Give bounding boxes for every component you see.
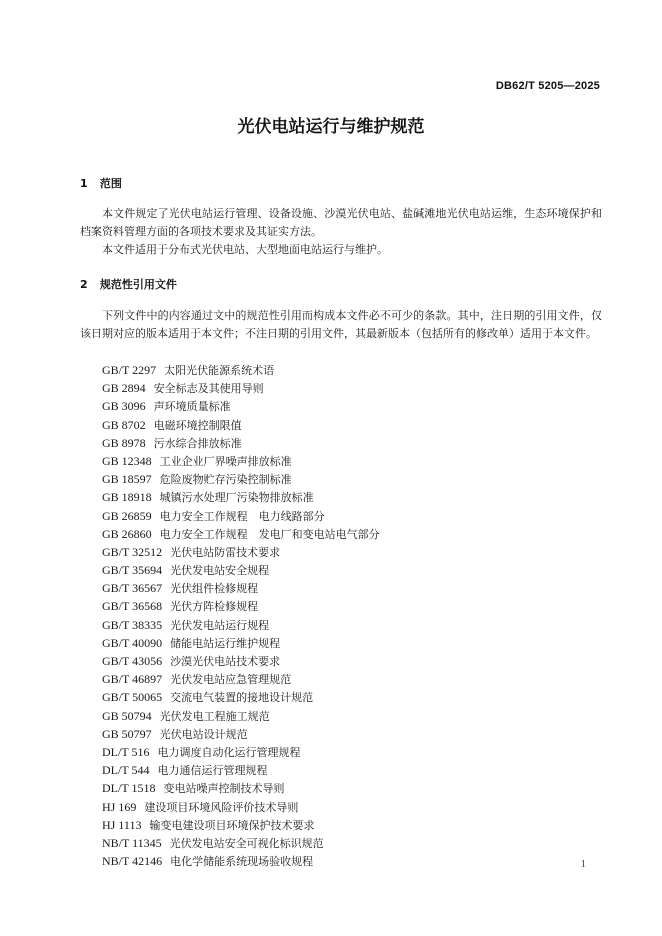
reference-item — [102, 434, 380, 452]
reference-item — [102, 761, 380, 779]
scope-paragraph-1: 本文件规定了光伏电站运行管理、设备设施、沙漠光伏电站、盐碱滩地光伏电站运维，生态环境保护和档案资料管理方面的各项技术要求及其证实方法。 — [80, 207, 602, 238]
reference-title: 电力安全工作规程 发电厂和变电站电气部分 — [159, 527, 380, 541]
reference-item — [102, 779, 380, 797]
reference-item — [102, 707, 380, 725]
reference-code: NB/T 11345 — [102, 835, 162, 850]
reference-code: GB 12348 — [102, 453, 152, 468]
section-1-heading — [80, 175, 122, 191]
reference-item — [102, 743, 380, 761]
reference-code: DL/T 1518 — [102, 781, 156, 796]
reference-item — [102, 652, 380, 670]
reference-code: GB/T 38335 — [102, 617, 163, 632]
reference-code: GB/T 50065 — [102, 690, 163, 705]
reference-item — [102, 834, 380, 852]
reference-code: GB 50794 — [102, 708, 152, 723]
reference-code: GB 3096 — [102, 399, 146, 414]
reference-title: 安全标志及其使用导则 — [153, 382, 264, 396]
reference-code: GB/T 43056 — [102, 654, 163, 668]
reference-title: 电力调度自动化运行管理规程 — [157, 745, 301, 759]
reference-item — [102, 488, 380, 506]
reference-title: 光伏发电工程施工规范 — [159, 709, 270, 723]
reference-title: 沙漠光伏电站技术要求 — [170, 655, 281, 668]
document-code: DB62/T 5205—2025 — [495, 80, 600, 92]
reference-code: DL/T 516 — [102, 744, 150, 759]
reference-title: 变电站噪声控制技术导则 — [163, 782, 285, 796]
reference-item — [102, 579, 380, 597]
reference-item — [102, 361, 380, 379]
reference-item — [102, 416, 380, 434]
reference-item — [102, 634, 380, 652]
reference-code: HJ 1113 — [102, 817, 142, 832]
reference-code: GB/T 36567 — [102, 581, 163, 596]
reference-item — [102, 470, 380, 488]
reference-code: GB/T 46897 — [102, 672, 163, 687]
reference-title: 光伏发电站运行规程 — [170, 618, 270, 632]
reference-title: 电化学储能系统现场验收规程 — [170, 855, 314, 869]
reference-item — [102, 561, 380, 579]
reference-code: GB 8978 — [102, 435, 146, 450]
reference-title: 光伏发电站安全可视化标识规范 — [169, 836, 324, 850]
reference-item — [102, 688, 380, 706]
document-title: 光伏电站运行与维护规范 — [237, 117, 425, 137]
normative-references-intro: 下列文件中的内容通过文中的规范性引用而构成本文件必不可少的条款。其中，注日期的引用文件，仅该日期对应的版本适用于本文件；不注日期的引用文件，其最新版本（包括所有的修改单）适用于本文件。 — [80, 309, 602, 340]
reference-title: 电磁环境控制限值 — [153, 418, 242, 432]
reference-title: 建设项目环境风险评价技术导则 — [144, 800, 299, 814]
reference-code: DL/T 544 — [102, 763, 150, 778]
reference-title: 光伏组件检修规程 — [170, 582, 259, 596]
reference-code: GB/T 35694 — [102, 563, 163, 578]
reference-item — [102, 597, 380, 615]
reference-code: GB/T 40090 — [102, 635, 163, 650]
reference-list — [102, 361, 380, 870]
reference-code: GB 18918 — [102, 490, 152, 505]
reference-item — [102, 397, 380, 415]
reference-title: 污水综合排放标准 — [153, 436, 242, 450]
reference-code: NB/T 42146 — [102, 854, 163, 869]
reference-item — [102, 798, 380, 816]
reference-title: 交流电气装置的接地设计规范 — [170, 691, 314, 705]
reference-title: 光伏电站防雷技术要求 — [170, 545, 281, 559]
scope-paragraph-2: 本文件适用于分布式光伏电站、大型地面电站运行与维护。 — [102, 243, 388, 256]
section-2-heading — [80, 276, 177, 292]
section-number: 2 — [80, 278, 88, 291]
reference-title: 输变电建设项目环境保护技术要求 — [149, 818, 315, 832]
reference-item — [102, 379, 380, 397]
reference-title: 光伏发电站安全规程 — [170, 564, 270, 578]
reference-item — [102, 725, 380, 743]
section-number: 1 — [80, 177, 88, 190]
reference-title: 储能电站运行维护规程 — [170, 636, 281, 650]
reference-code: GB 2894 — [102, 381, 146, 396]
reference-item — [102, 507, 380, 525]
section-title: 规范性引用文件 — [99, 278, 177, 291]
reference-item — [102, 525, 380, 543]
reference-code: GB 26859 — [102, 508, 152, 523]
reference-title: 光伏发电站应急管理规范 — [170, 673, 292, 687]
reference-title: 电力通信运行管理规程 — [157, 764, 268, 778]
reference-code: GB 18597 — [102, 472, 152, 487]
reference-code: GB 26860 — [102, 526, 152, 541]
reference-code: GB 50797 — [102, 726, 152, 741]
reference-title: 城镇污水处理厂污染物排放标准 — [159, 491, 314, 505]
reference-title: 太阳光伏能源系统术语 — [164, 364, 275, 377]
reference-code: GB/T 2297 — [102, 363, 157, 377]
reference-title: 工业企业厂界噪声排放标准 — [159, 454, 292, 468]
reference-item — [102, 670, 380, 688]
reference-title: 声环境质量标准 — [153, 400, 231, 414]
reference-title: 电力安全工作规程 电力线路部分 — [159, 509, 325, 523]
reference-code: GB/T 36568 — [102, 599, 163, 614]
section-title: 范围 — [99, 177, 122, 190]
reference-item — [102, 452, 380, 470]
reference-code: HJ 169 — [102, 799, 137, 814]
page-number: 1 — [580, 858, 586, 870]
reference-title: 光伏方阵检修规程 — [170, 600, 259, 614]
reference-item — [102, 852, 380, 870]
reference-item — [102, 543, 380, 561]
reference-item — [102, 616, 380, 634]
reference-code: GB/T 32512 — [102, 544, 163, 559]
reference-code: GB 8702 — [102, 417, 146, 432]
reference-title: 危险废物贮存污染控制标准 — [159, 473, 292, 487]
reference-title: 光伏电站设计规范 — [159, 727, 248, 741]
reference-item — [102, 816, 380, 834]
